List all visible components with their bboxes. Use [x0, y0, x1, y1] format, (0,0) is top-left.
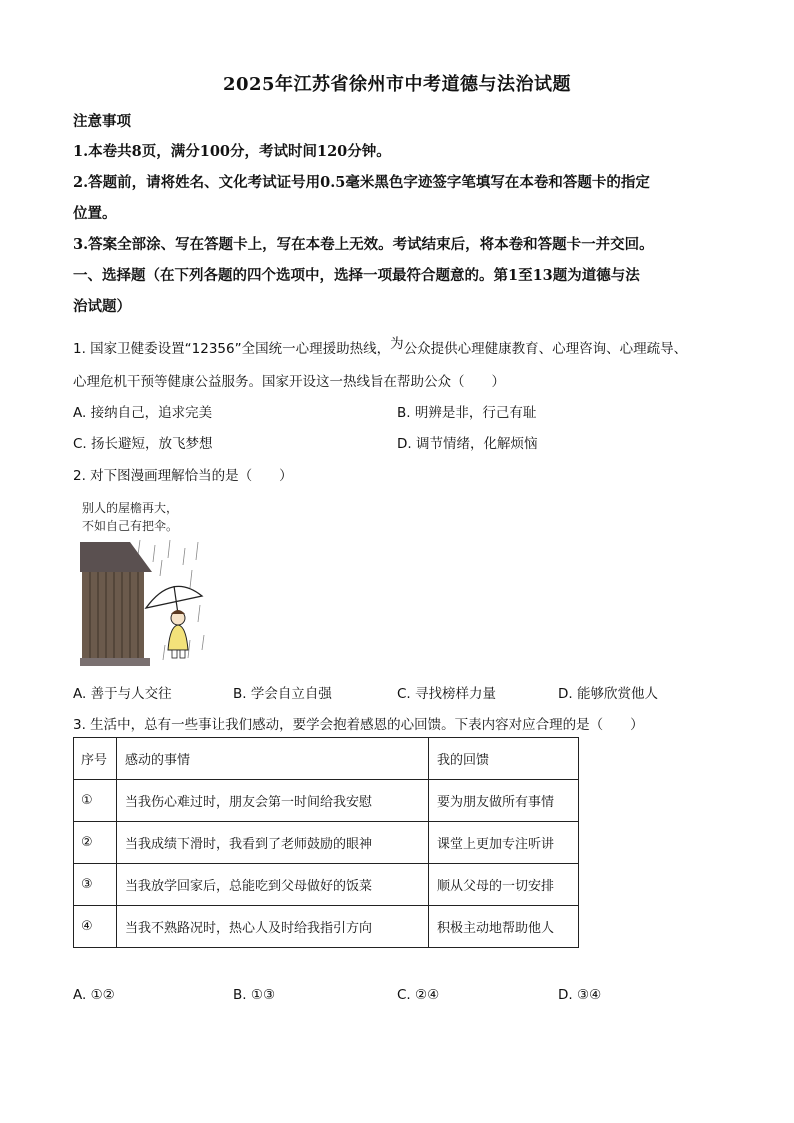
notice-item-3: 3.答案全部涂、写在答题卡上，写在本卷上无效。考试结束后，将本卷和答题卡一并交回。 [73, 236, 654, 253]
page-title: 2025年江苏省徐州市中考道德与法治试题 [222, 74, 572, 95]
house-wall [82, 572, 144, 660]
q2-option-a: A. 善于与人交往 [73, 686, 172, 702]
cartoon-caption-line1: 别人的屋檐再大， [82, 501, 179, 515]
notice-item-2-cont: 位置。 [73, 205, 117, 222]
q3-stem: 3. 生活中，总有一些事让我们感动，要学会抱着感恩的心回馈。下表内容对应合理的是（ ） [73, 717, 644, 733]
table-cell: 当我成绩下滑时，我看到了老师鼓励的眼神 [117, 822, 429, 864]
table-row [74, 864, 579, 906]
table-cell: ③ [74, 864, 117, 906]
q2-stem: 2. 对下图漫画理解恰当的是（ ） [73, 468, 293, 484]
girl-boot-left [172, 650, 177, 658]
q2-option-d: D. 能够欣赏他人 [558, 686, 658, 702]
q2-option-b: B. 学会自立自强 [233, 686, 332, 702]
table-row [74, 822, 579, 864]
table-cell: 当我伤心难过时，朋友会第一时间给我安慰 [117, 780, 429, 822]
table-header-cell: 感动的事情 [117, 738, 429, 780]
q3-option-a: A. ①② [73, 987, 115, 1003]
q1-stem-part2: 公众提供心理健康教育、心理咨询、心理疏导、 [403, 341, 688, 357]
q1-option-d: D. 调节情绪，化解烦恼 [397, 436, 538, 452]
table-cell: 当我放学回家后，总能吃到父母做好的饭菜 [117, 864, 429, 906]
section-heading-line2: 治试题） [73, 298, 131, 315]
cartoon-image [80, 500, 210, 670]
house-step [80, 658, 150, 666]
table-cell: ④ [74, 906, 117, 948]
table-cell: ② [74, 822, 117, 864]
table-cell: 顺从父母的一切安排 [429, 864, 579, 906]
table-cell: 课堂上更加专注听讲 [429, 822, 579, 864]
q1-option-c: C. 扬长避短，放飞梦想 [73, 436, 213, 452]
notice-item-2: 2.答题前，请将姓名、文化考试证号用0.5毫米黑色字迹签字笔填写在本卷和答题卡的指定 [73, 174, 650, 191]
table-cell: 当我不熟路况时，热心人及时给我指引方向 [117, 906, 429, 948]
q2-option-c: C. 寻找榜样力量 [397, 686, 497, 702]
section-heading-line1: 一、选择题（在下列各题的四个选项中，选择一项最符合题意的。第1至13题为道德与法 [73, 267, 640, 284]
table-cell: ① [74, 780, 117, 822]
table-header-cell: 我的回馈 [429, 738, 579, 780]
q3-option-b: B. ①③ [233, 987, 276, 1003]
cartoon-caption-line2: 不如自己有把伞。 [82, 519, 179, 533]
q1-stem-line1 [73, 337, 687, 357]
house-roof [80, 542, 152, 572]
notice-item-1: 1.本卷共8页，满分100分，考试时间120分钟。 [73, 143, 391, 160]
q3-option-d: D. ③④ [558, 987, 602, 1003]
q3-option-c: C. ②④ [397, 987, 440, 1003]
table-row [74, 780, 579, 822]
q1-stem-raised: 为 [390, 336, 404, 352]
notice-heading: 注意事项 [73, 113, 131, 130]
q1-option-a: A. 接纳自己，追求完美 [73, 405, 213, 421]
q1-option-b: B. 明辨是非，行己有耻 [397, 405, 537, 421]
table-cell: 要为朋友做所有事情 [429, 780, 579, 822]
girl-boot-right [180, 650, 185, 658]
girl-raincoat [168, 625, 188, 650]
table-header-row [74, 738, 579, 780]
girl-hair [171, 610, 185, 614]
table-header-cell: 序号 [74, 738, 117, 780]
q1-stem-part1: 1. 国家卫健委设置“12356”全国统一心理援助热线， [73, 341, 391, 357]
q1-stem-line2: 心理危机干预等健康公益服务。国家开设这一热线旨在帮助公众（ ） [73, 374, 505, 390]
q3-table [73, 737, 579, 948]
table-cell: 积极主动地帮助他人 [429, 906, 579, 948]
umbrella-cartoon [80, 500, 210, 670]
table-row [74, 906, 579, 948]
